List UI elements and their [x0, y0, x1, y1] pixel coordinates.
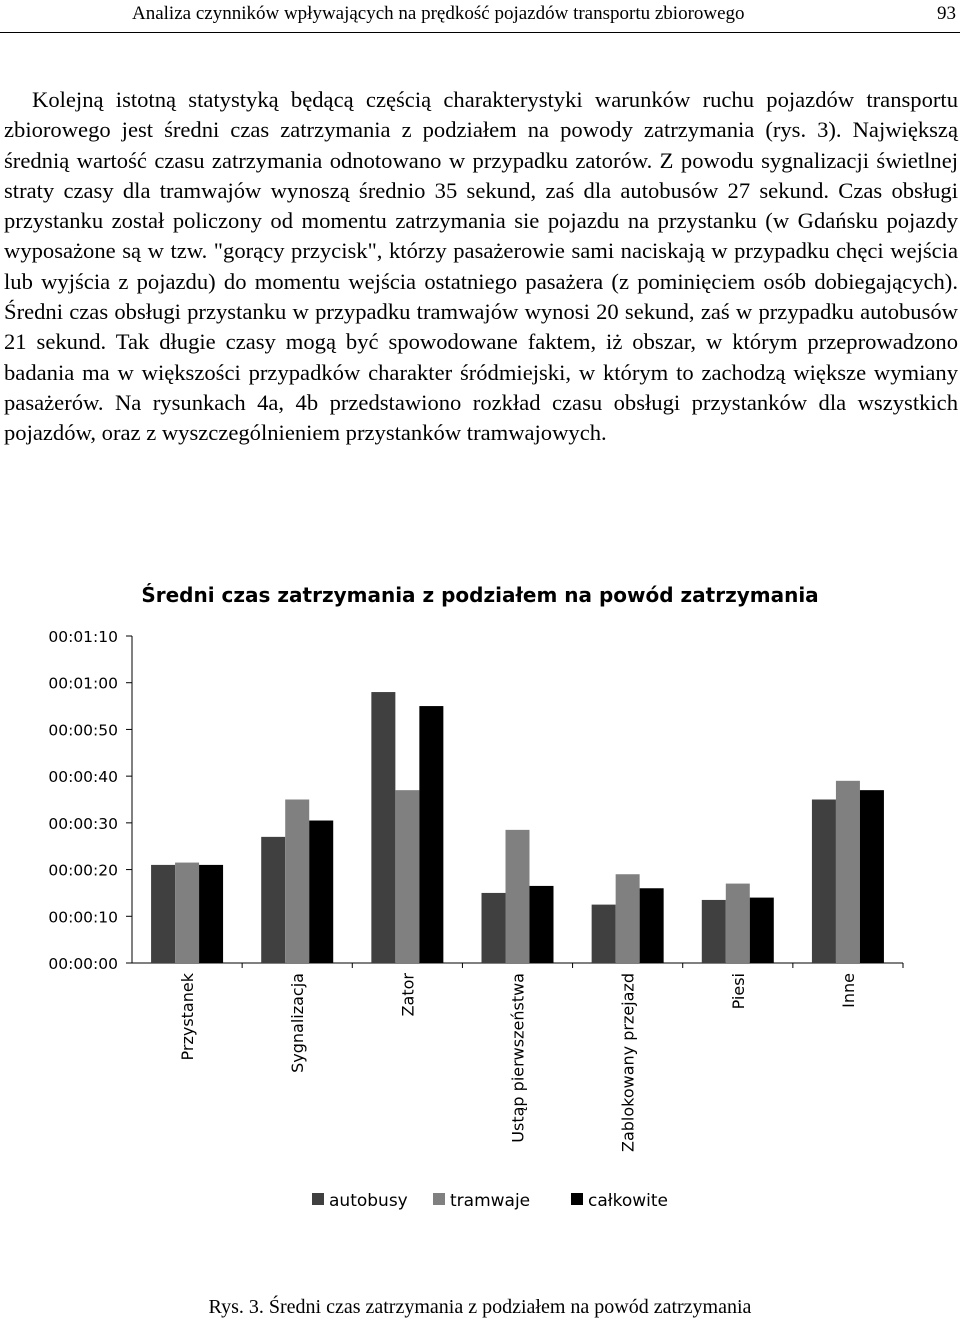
legend	[312, 1191, 668, 1211]
y-axis	[48, 628, 132, 973]
bar-całkowite	[860, 790, 884, 963]
bar-tramwaje	[836, 781, 860, 963]
bar-całkowite	[419, 706, 443, 963]
legend-label: autobusy	[329, 1191, 408, 1211]
page-number: 93	[937, 3, 956, 24]
category-label: Zablokowany przejazd	[618, 973, 638, 1153]
legend-swatch-całkowite	[571, 1193, 583, 1205]
bar-całkowite	[640, 888, 664, 963]
bar-tramwaje	[175, 863, 199, 963]
bar-autobusy	[482, 893, 506, 963]
bar-tramwaje	[616, 874, 640, 963]
bar-tramwaje	[726, 884, 750, 963]
category-label: Sygnalizacja	[288, 973, 308, 1073]
y-tick-label: 00:00:10	[48, 908, 118, 927]
y-tick-label: 00:01:10	[48, 628, 118, 646]
bar-autobusy	[371, 692, 395, 963]
legend-swatch-autobusy	[312, 1193, 324, 1205]
y-tick-label: 00:00:00	[48, 955, 118, 973]
y-tick-label: 00:01:00	[48, 674, 118, 693]
bar-chart	[0, 560, 960, 1260]
bar-całkowite	[199, 865, 223, 963]
category-label: Ustąp pierwszeństwa	[508, 973, 528, 1143]
y-tick-label: 00:00:50	[48, 721, 118, 740]
bar-tramwaje	[395, 790, 419, 963]
legend-swatch-tramwaje	[433, 1193, 445, 1205]
legend-label: tramwaje	[450, 1191, 531, 1211]
bar-autobusy	[702, 900, 726, 963]
bar-autobusy	[151, 865, 175, 963]
page-header	[0, 0, 960, 33]
category-label: Zator	[398, 973, 418, 1017]
bar-całkowite	[530, 886, 554, 963]
bar-tramwaje	[285, 800, 309, 964]
category-label: Przystanek	[178, 973, 198, 1061]
y-tick-label: 00:00:40	[48, 768, 118, 787]
body-paragraph: Kolejną istotną statystyką będącą częścią charakterystyki warunków ruchu pojazdów transportu zbiorowego jest średni czas zatrzymania z podziałem na powody zatrzymania (rys. 3). Największą średnią wartość czasu zatrzymania odnotowano w przypadku zatorów. Z powodu sygnalizacji świetlnej straty czasy dla tramwajów wynoszą średnio 35 sekund, zaś dla autobusów 27 sekund. Czas obsługi przystanku został policzony od momentu zatrzymania sie pojazdu na przystanku (w Gdańsku pojazdy wyposażone są w tzw. "gorący przycisk", którzy pasażerowie sami naciskają w przypadku chęci wejścia lub wyjścia z pojazdu) do momentu wejścia ostatniego pasażera (z pominięciem osób dobiegających). Średni czas obsługi przystanku w przypadku tramwajów wynosi 20 sekund, zaś w przypadku autobusów 21 sekund. Tak długie czasy mogą być spowodowane faktem, iż obszar, w którym przeprowadzono badania ma w większości przypadków charakter śródmiejski, w którym to zachodzą większe wymiany pasażerów. Na rysunkach 4a, 4b przedstawiono rozkład czasu obsługi przystanków dla wszystkich pojazdów, oraz z wyszczególnieniem przystanków tramwajowych.	[4, 87, 958, 446]
bar-tramwaje	[506, 830, 530, 963]
category-label: Piesi	[728, 973, 748, 1010]
bar-autobusy	[812, 800, 836, 964]
figure-caption: Rys. 3. Średni czas zatrzymania z podziałem na powód zatrzymania	[208, 1296, 752, 1318]
running-title: Analiza czynników wpływających na prędkość pojazdów transportu zbiorowego	[132, 3, 745, 24]
y-tick-label: 00:00:30	[48, 814, 118, 833]
bar-autobusy	[592, 905, 616, 963]
chart-title: Średni czas zatrzymania z podziałem na powód zatrzymania	[141, 583, 819, 607]
category-label: Inne	[838, 973, 858, 1008]
bar-całkowite	[750, 898, 774, 963]
category-labels	[178, 972, 858, 1152]
bar-całkowite	[309, 821, 333, 963]
legend-label: całkowite	[588, 1191, 668, 1211]
bar-autobusy	[261, 837, 285, 963]
y-tick-label: 00:00:20	[48, 861, 118, 880]
bars-group	[151, 692, 903, 968]
